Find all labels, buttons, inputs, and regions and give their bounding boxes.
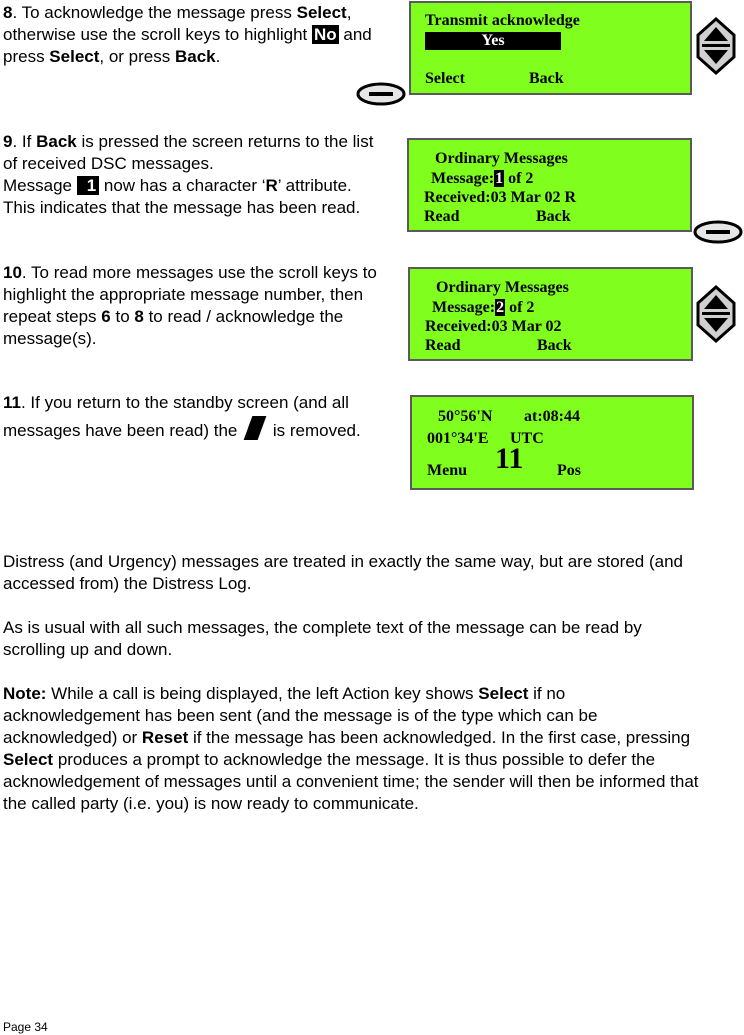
text: .	[215, 47, 221, 66]
text: . To acknowledge the message press	[12, 3, 297, 22]
text: if no acknowledgement has been sent (and the message is of the type which can be acknowledged) or	[3, 684, 598, 747]
lcd-message-line	[432, 298, 534, 317]
message-number-highlight: 1	[77, 176, 99, 195]
lcd-softkey-left: Select	[425, 70, 465, 87]
lcd-softkey-right: Back	[529, 70, 564, 87]
scroll-key-icon	[694, 17, 738, 75]
lcd-title: Ordinary Messages	[436, 279, 569, 296]
text: is removed.	[268, 421, 361, 440]
lcd-message-prefix: Message:	[431, 170, 495, 187]
lcd-message-number: 2	[496, 299, 505, 316]
text: and press	[3, 25, 372, 66]
scroll-key-icon	[694, 285, 738, 343]
step-number: 10	[3, 263, 22, 282]
keyword-select: Select	[296, 3, 347, 22]
lcd-received: Received:03 Mar 02 R	[424, 189, 577, 206]
lcd-title: Transmit acknowledge	[425, 12, 580, 29]
step-number: 8	[3, 3, 13, 22]
keyword-back: Back	[174, 47, 216, 66]
lcd-softkey-right: Back	[537, 337, 572, 354]
lcd-time: at:08:44	[524, 408, 580, 425]
lcd-timezone: UTC	[510, 430, 544, 447]
action-key-icon	[356, 82, 406, 106]
lcd-message-prefix: Message:	[432, 299, 496, 316]
step-number: 9	[3, 132, 13, 151]
lcd-ordinary-messages-2	[408, 267, 693, 361]
text: , otherwise use the scroll keys to highlight	[3, 3, 352, 44]
lcd-softkey-left: Read	[425, 337, 461, 354]
paragraph-distress: Distress (and Urgency) messages are treated in exactly the same way, but are stored (and accessed from) the Distress Log.	[3, 552, 683, 593]
text: . If	[12, 132, 37, 151]
text: , or press	[99, 47, 175, 66]
lcd-message-number: 1	[495, 170, 504, 187]
lcd-received: Received:03 Mar 02	[425, 318, 562, 335]
keyword-back: Back	[36, 132, 77, 151]
lcd-softkey-left: Read	[424, 208, 460, 225]
lcd-channel: 11	[495, 442, 524, 475]
step-number: 11	[3, 393, 21, 412]
lcd-message-suffix: of 2	[505, 299, 535, 316]
lcd-softkey-left: Menu	[427, 462, 467, 479]
keyword-select: Select	[478, 684, 529, 703]
paragraph-note	[3, 683, 703, 815]
lcd-title: Ordinary Messages	[435, 150, 568, 167]
lcd-latitude: 50°56'N	[438, 408, 493, 425]
text: to	[110, 307, 135, 326]
keyword-select: Select	[49, 47, 100, 66]
attribute-letter: R	[265, 176, 278, 195]
text: . If you return to the standby screen (and all messages have been read) the	[3, 393, 349, 440]
action-key-icon	[693, 220, 743, 244]
step-10-text	[3, 262, 383, 350]
text: to read / acknowledge the message(s).	[3, 307, 344, 348]
unread-marker-icon	[244, 416, 267, 440]
text: if the message has been acknowledged. In the first case, pressing	[188, 728, 691, 747]
step-8-text	[3, 2, 383, 68]
no-highlight: No	[314, 25, 337, 44]
text: is pressed the screen returns to the list of received DSC messages.	[3, 132, 374, 173]
text: ’ attribute. This indicates that the message has been read.	[3, 176, 361, 217]
lcd-standby	[410, 395, 694, 490]
text: . To read more messages use the scroll keys to highlight the appropriate message number, then repeat steps	[3, 263, 377, 326]
lcd-message-line	[431, 169, 533, 188]
keyword-reset: Reset	[141, 728, 189, 747]
lcd-softkey-right: Back	[536, 208, 571, 225]
text: Message	[3, 176, 77, 195]
page-number: Page 34	[3, 1020, 48, 1034]
step-ref: 8	[134, 307, 144, 326]
step-9-text	[3, 131, 383, 219]
lcd-ordinary-messages-1	[407, 138, 692, 232]
lcd-message-suffix: of 2	[504, 170, 534, 187]
lcd-longitude: 001°34'E	[427, 430, 489, 447]
text: While a call is being displayed, the left Action key shows	[46, 684, 479, 703]
lcd-transmit-acknowledge	[409, 1, 692, 95]
lcd-softkey-right: Pos	[557, 462, 581, 479]
note-label: Note:	[3, 684, 47, 703]
text: now has a character ‘	[99, 176, 266, 195]
lcd-yes-highlight: Yes	[425, 32, 561, 50]
step-11-text	[3, 390, 383, 444]
keyword-select: Select	[3, 750, 54, 769]
text: produces a prompt to acknowledge the message. It is thus possible to defer the acknowledgement of messages until a convenient time; the sender will then be informed that the called party (i.e. you) is now ready to communicate.	[3, 750, 699, 813]
paragraph-scrolling: As is usual with all such messages, the complete text of the message can be read by scrolling up and down.	[3, 618, 642, 659]
step-ref: 6	[101, 307, 111, 326]
